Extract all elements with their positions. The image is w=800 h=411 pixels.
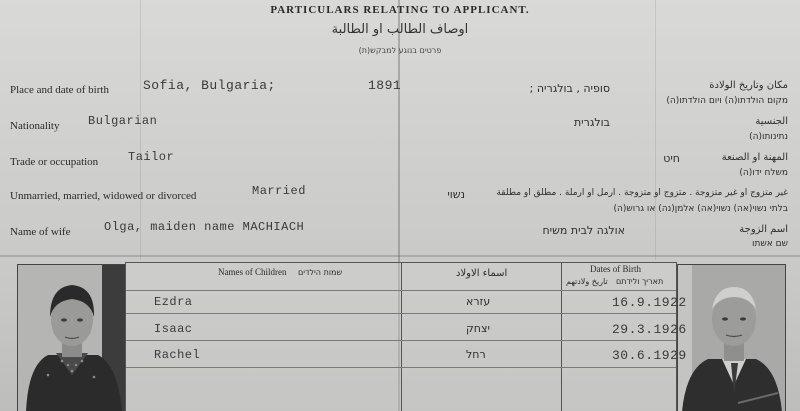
table-header-dates-he: תאריך ולידתם — [616, 277, 664, 286]
field-label-occupation: Trade or occupation — [10, 156, 99, 168]
table-header-dates-ar: تاريخ ولادتهم — [566, 277, 608, 286]
table-header-rule — [126, 290, 676, 291]
table-header-names-ar: اسماء الاولاد — [456, 268, 508, 279]
page-title-hebrew: פרטים בנוגע למבקש(ת) — [358, 46, 442, 55]
child-name-hebrew: רחל — [466, 348, 486, 361]
table-column-divider — [401, 263, 402, 411]
page-title-arabic: اوصاف الطالب او الطالبة — [331, 22, 469, 37]
field-hebrew-label-occupation: משלח ידו(ה) — [739, 168, 788, 178]
child-name: Ezdra — [154, 295, 193, 309]
field-hebrew-value-birth: סופיה , בולגריה ; — [529, 82, 610, 95]
field-label-wife-name: Name of wife — [10, 226, 71, 238]
page-title: PARTICULARS RELATING TO APPLICANT. — [270, 4, 530, 16]
field-hebrew-value-occupation: חיט — [663, 152, 680, 165]
field-hebrew-value-wife-name: אולגה לבית משיח — [542, 224, 625, 237]
field-hebrew-label-nationality: נתינותו(ה) — [749, 132, 788, 142]
fold-line-horizontal — [0, 255, 800, 257]
woman-portrait-icon — [18, 265, 125, 411]
field-arabic-label-birth: مكان وتاريخ الولادة — [709, 80, 788, 91]
table-header-names-he: שמות הילדים — [298, 268, 343, 277]
child-name-hebrew: עזרא — [466, 295, 491, 308]
table-column-divider — [561, 263, 562, 411]
field-arabic-label-nationality: الجنسية — [755, 116, 788, 127]
child-name-hebrew: יצחק — [466, 322, 490, 335]
field-hebrew-value-marital-status: נשוי — [447, 188, 465, 201]
children-table — [125, 262, 687, 411]
table-header-dates-en: Dates of Birth — [590, 264, 641, 274]
field-label-marital-status: Unmarried, married, widowed or divorced — [10, 190, 197, 202]
table-header-names-en: Names of Children — [218, 267, 287, 277]
child-birth-date: 16.9.1922 — [612, 295, 687, 310]
field-hebrew-label-birth: מקום הולדתו(ה) ויום הולדתו(ה) — [666, 96, 788, 106]
photo-woman — [17, 264, 126, 411]
field-arabic-label-wife-name: اسم الزوجة — [739, 224, 788, 235]
field-value-marital-status: Married — [252, 184, 306, 198]
child-birth-date: 30.6.1929 — [612, 348, 687, 363]
field-arabic-label-occupation: المهنة او الصنعة — [721, 152, 788, 163]
field-hebrew-label-wife-name: שם אשתו — [752, 239, 788, 249]
child-name: Isaac — [154, 322, 193, 336]
fold-line-vertical-right — [655, 0, 656, 260]
field-hebrew-label-marital-status: בלתי נשוי(אה) נשוי(אה) אלמן(נה) או גרוש(ה) — [613, 204, 788, 214]
field-value-wife-name: Olga, maiden name MACHIACH — [104, 220, 305, 234]
field-arabic-label-marital-status: غير متزوج او غير متزوجة . متزوج او متزوجة . ارمل او ارملة . مطلق او مطلقة — [496, 188, 788, 198]
table-row-line — [126, 340, 676, 341]
man-portrait-icon — [678, 265, 785, 411]
field-hebrew-value-nationality: בולגרית — [573, 116, 610, 129]
table-row-line — [126, 313, 676, 314]
child-name: Rachel — [154, 348, 201, 362]
field-label-birth: Place and date of birth — [10, 84, 109, 96]
field-value-occupation: Tailor — [128, 150, 175, 164]
child-birth-date: 29.3.1926 — [612, 322, 687, 337]
field-value-birth: Sofia, Bulgaria; — [143, 78, 276, 93]
field-value-birth-year: 1891 — [368, 78, 402, 93]
table-row-line — [126, 367, 676, 368]
photo-man — [677, 264, 786, 411]
field-value-nationality: Bulgarian — [88, 114, 158, 128]
field-label-nationality: Nationality — [10, 120, 60, 132]
